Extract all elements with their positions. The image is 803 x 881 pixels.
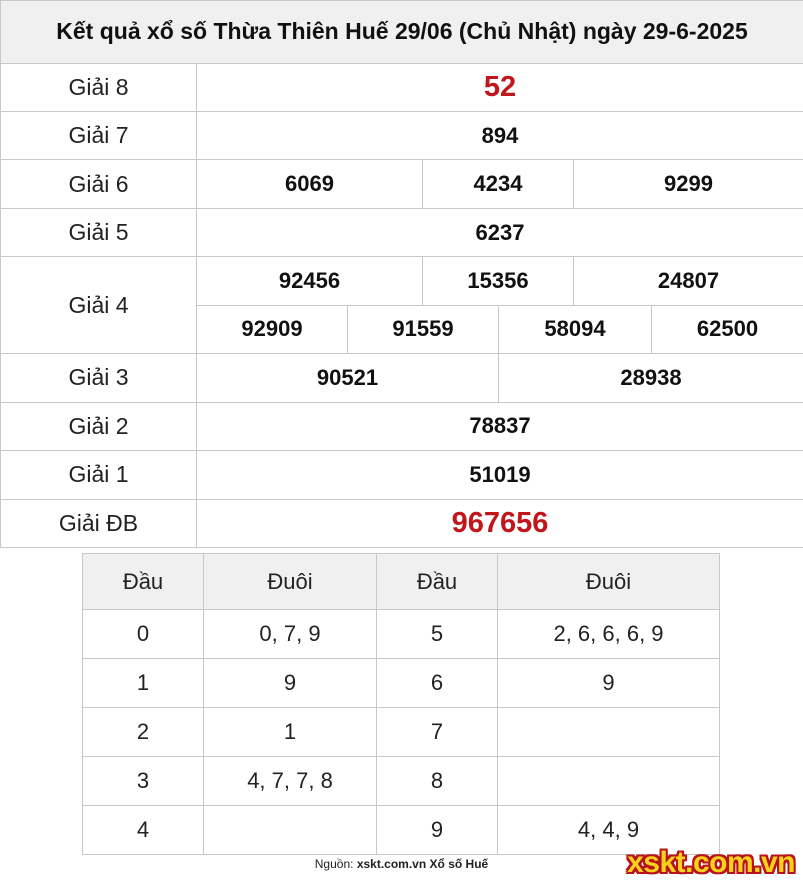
prize-number: 78837 xyxy=(197,402,803,450)
duoi-cell: 9 xyxy=(498,659,720,708)
prize-number: 28938 xyxy=(499,354,803,402)
prize-label: Giải 4 xyxy=(1,257,197,354)
prize-row-g7 xyxy=(1,112,803,160)
prize-number: 4234 xyxy=(423,160,574,208)
duoi-cell xyxy=(498,708,720,757)
prize-number: 15356 xyxy=(423,257,574,305)
prize-row-g8 xyxy=(1,63,803,111)
header-dau: Đầu xyxy=(377,554,498,610)
duoi-cell: 2, 6, 6, 6, 9 xyxy=(498,610,720,659)
prize-number: 91559 xyxy=(348,305,499,353)
head-tail-header xyxy=(83,554,720,610)
prize-number: 92909 xyxy=(197,305,348,353)
duoi-cell: 0, 7, 9 xyxy=(204,610,377,659)
prize-number: 92456 xyxy=(197,257,423,305)
table-row xyxy=(83,708,720,757)
dau-cell: 2 xyxy=(83,708,204,757)
prize-row-g1 xyxy=(1,451,803,499)
prize-row-g6 xyxy=(1,160,803,208)
prize-row-db xyxy=(1,499,803,548)
duoi-cell: 4, 7, 7, 8 xyxy=(204,757,377,806)
prize-number: 52 xyxy=(197,63,803,111)
table-row xyxy=(83,659,720,708)
header-duoi: Đuôi xyxy=(498,554,720,610)
dau-cell: 1 xyxy=(83,659,204,708)
prize-row-g2 xyxy=(1,402,803,450)
dau-cell: 4 xyxy=(83,806,204,855)
prize-row-g4 xyxy=(1,257,803,305)
source-prefix: Nguồn: xyxy=(314,857,354,871)
prize-label: Giải 6 xyxy=(1,160,197,208)
prize-number: 894 xyxy=(197,112,803,160)
dau-cell: 8 xyxy=(377,757,498,806)
prize-number: 62500 xyxy=(652,305,803,353)
prize-number: 6069 xyxy=(197,160,423,208)
table-row xyxy=(83,757,720,806)
prize-label: Giải 3 xyxy=(1,354,197,402)
prize-number: 9299 xyxy=(574,160,803,208)
head-tail-table xyxy=(82,553,720,855)
prize-number: 58094 xyxy=(499,305,652,353)
results-title: Kết quả xổ số Thừa Thiên Huế 29/06 (Chủ Nhật) ngày 29-6-2025 xyxy=(1,1,803,64)
header-dau: Đầu xyxy=(83,554,204,610)
special-prize-number: 967656 xyxy=(197,499,803,548)
duoi-cell: 4, 4, 9 xyxy=(498,806,720,855)
prize-number: 51019 xyxy=(197,451,803,499)
prize-label: Giải 1 xyxy=(1,451,197,499)
table-row xyxy=(83,610,720,659)
duoi-cell xyxy=(204,806,377,855)
prize-label: Giải 8 xyxy=(1,63,197,111)
dau-cell: 9 xyxy=(377,806,498,855)
prize-label: Giải 2 xyxy=(1,402,197,450)
dau-cell: 6 xyxy=(377,659,498,708)
prize-label: Giải 5 xyxy=(1,208,197,256)
table-row xyxy=(83,806,720,855)
duoi-cell xyxy=(498,757,720,806)
dau-cell: 5 xyxy=(377,610,498,659)
prize-number: 24807 xyxy=(574,257,803,305)
source-site-link[interactable]: xskt.com.vn xyxy=(356,857,427,871)
duoi-cell: 1 xyxy=(204,708,377,757)
prize-number: 90521 xyxy=(197,354,499,402)
dau-cell: 3 xyxy=(83,757,204,806)
header-duoi: Đuôi xyxy=(204,554,377,610)
prize-label: Giải ĐB xyxy=(1,499,197,548)
source-name: Xổ số Huế xyxy=(429,857,489,871)
prize-row-g5 xyxy=(1,208,803,256)
site-logo: xskt.com.vn xyxy=(627,846,795,879)
prize-number: 6237 xyxy=(197,208,803,256)
dau-cell: 7 xyxy=(377,708,498,757)
duoi-cell: 9 xyxy=(204,659,377,708)
prize-label: Giải 7 xyxy=(1,112,197,160)
prize-row-g3 xyxy=(1,354,803,402)
dau-cell: 0 xyxy=(83,610,204,659)
